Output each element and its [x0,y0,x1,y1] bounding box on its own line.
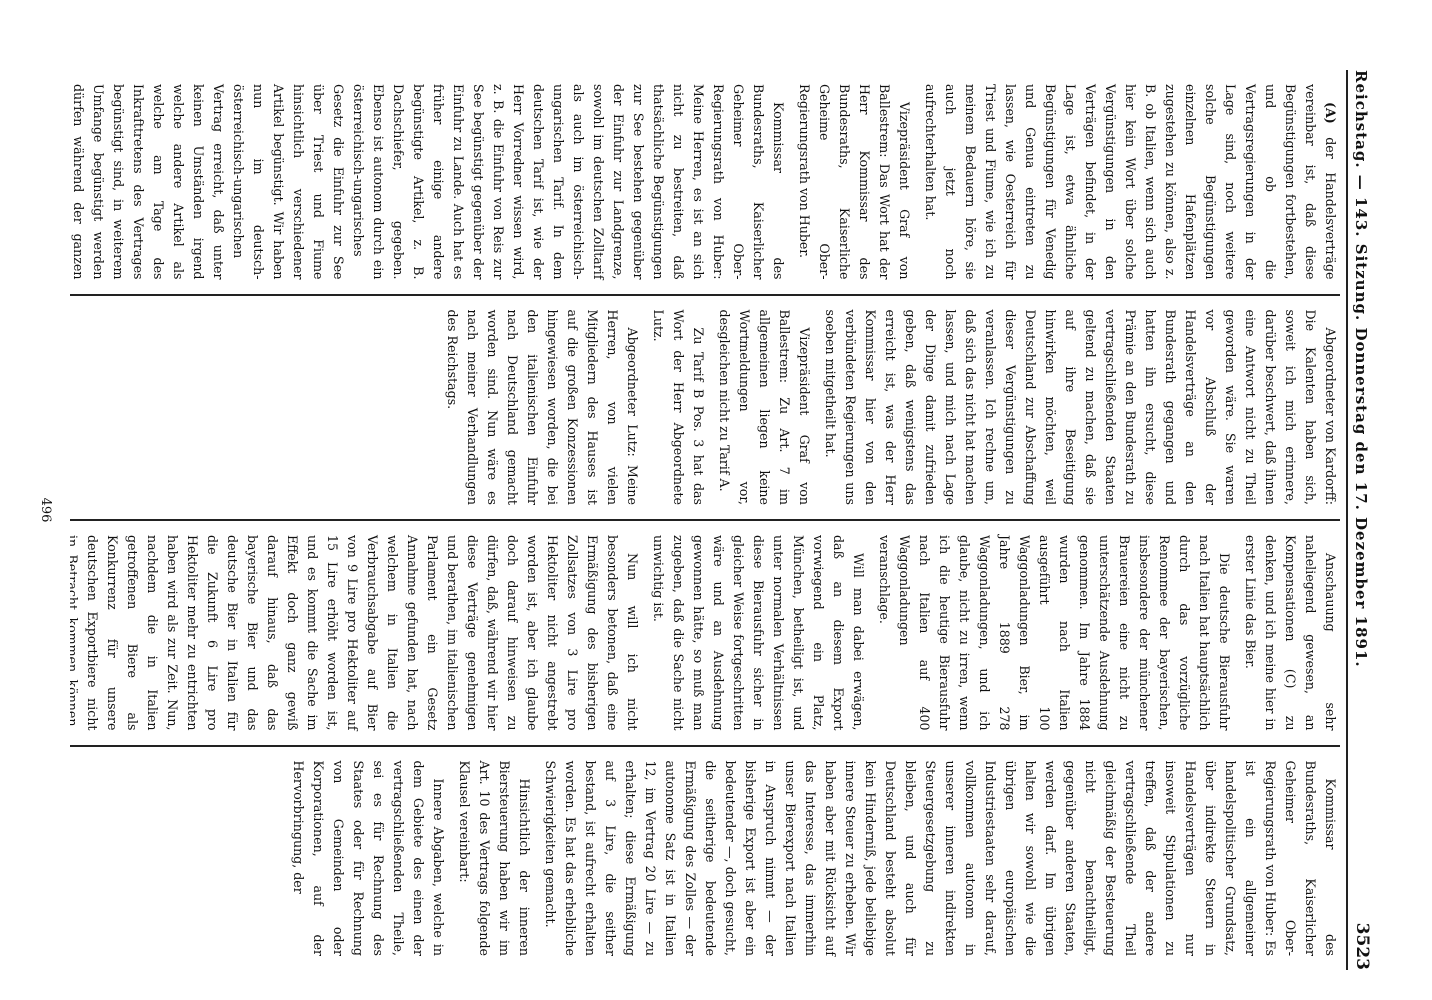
paragraph-text: Hinsichtlich der inneren Biersteuerung haben wir im Art. 10 des Vertrags folgende Klausel vereinbart: [457,760,532,956]
paragraph [70,84,788,280]
text-columns [70,70,1340,970]
paragraph-text: Kommissar des Bundesraths, Kaiserlicher Geheimer Ober-Regierungsrath von Huber: Meine Herren, es ist an sich nicht zu bestreiten, daß thatsächliche Begünstigungen zur See bestehen gegenüber der Einfuhr zur Landgrenze, sowohl im deutschen Zolltarif als auch im österreichisch-ungarischen Tarif. In dem deutschen Tarif ist, wie der Herr Vorredner wissen wird, z. B. die Einfuhr von Reis zur See begünstigt gegenüber der Einfuhr zu Lande. Auch hat es früher einige andere begünstigte Artikel, z. B. Dachschiefer, gegeben. Ebenso ist autonom durch ein österreichisch-ungarisches Gesetz die Einfuhr zur See über Triest und Fiume hinsichtlich verschiedener Artikel begünstigt. Wir haben nun im deutsch-österreichisch-ungarischen Vertrag erreicht, daß unter keinen Umständen irgend welche andere Artikel als welche am Tage des Inkrafttretens des Vertrages begünstigt sind, in weiterem Umfange begünstigt werden dürfen während der ganzen [71,84,786,280]
paragraph-text: der Handelsverträge vereinbar ist, daß diese Begünstigungen fortbestehen, und ob die Vertragsregierungen in der Lage sind, noch weitere solche Begünstigungen einzelnen Hafenplätzen zugestehen zu können, also z. B. ob Italien, wenn sich auch hier kein Wort über solche Vergünstigungen in den Verträgen befindet, in der Lage ist, etwa ähnliche Begünstigungen für Venedig und Genua eintreten zu lassen, wie Oesterreich für Triest und Fiume, wie ich zu meinem Bedauern höre, sie auch jetzt noch aufrechterhalten hat. [923,84,1338,280]
paragraph [920,84,1340,280]
paragraph [442,310,642,506]
paragraph [794,84,914,280]
paragraph [70,535,642,731]
running-title: Reichstag. — 143. Sitzung. Donnerstag den 17. Dezember 1891. [1352,70,1370,668]
paragraph-text: Vizepräsident Graf von Ballestrem: Zu Art. 7 im allgemeinen liegen keine Wortmeldungen vor, desgleichen nicht zu Tarif A. [717,309,812,505]
paragraph-text: Nun will ich nicht besonders betonen, daß eine Ermäßigung des bisherigen Zollsatzes von 3 Lire pro Hektoliter nicht angestrebt worden ist, aber ich glaube doch darauf hinweisen zu dürfen, daß, während wir hier diese Verträge genehmigen und berathen, im italienischen Parlament ein Gesetz Annahme gefunden hat, nach welchem in Italien die Verbrauchsabgabe auf Bier von 9 Lire pro Hektoliter auf 15 Lire erhöht worden ist, und es kommt die Sache im Effekt doch ganz gewiß darauf hinaus, daß das bayerische Bier und das deutsche Bier in Italien für die Zukunft 6 Lire pro Hektoliter mehr zu entrichten haben wird als zur Zeit. Nun, nachdem die in Italien getroffenen Biere als Konkurrenz für unsere deutschen Exportbiere nicht in Betracht kommen können, [70,535,640,731]
paragraph [1240,535,1340,731]
paragraph-text: Zu Tarif B Pos. 3 hat das Wort der Herr Abgeordnete Lutz. [651,309,706,505]
paragraph [874,535,1234,731]
paragraph-text: Die deutsche Bierausfuhr nach Italien hat hauptsächlich durch das vorzügliche Renommee der bayerischen, insbesondere der münchener Brauereien eine nicht zu unterschätzende Ausdehnung genommen. Im Jahre 1884 wurden nach Italien ausgeführt 100 Waggonladungen Bier, im Jahre 1889 278 Waggonladungen, und ich glaube, nicht zu irren, wenn ich die heutige Bierausfuhr nach Italien auf 400 Waggonladungen veranschlage. [877,535,1232,731]
column-4 [70,745,1340,971]
paragraph [454,761,534,957]
paragraph-text: Abgeordneter Lutz: Meine Herren, von vielen Mitgliedern des Hauses ist auf die großen Konzessionen hingewiesen worden, die bei den italienischen Einfuhr nach Deutschland gemacht worden sind. Nun wäre es nach meiner Verhandlungen des Reichstags. [445,309,640,505]
paragraph-text: Kommissar des Bundesraths, Kaiserlicher Geheimer Ober-Regierungsrath von Huber: Es ist ein allgemeiner handelspolitischer Grundsatz, über indirekte Steuern in Handelsverträgen nur insoweit Stipulationen zu treffen, daß der andere vertragschließende Theil gleichmäßig der Besteuerung nicht benachtheiligt, gegenüber anderen Staaten, werden darf. Im übrigen halten wir sowohl wie die übrigen europäischen Industriestaaten sehr darauf, vollkommen autonom in unserer inneren indirekten Steuergesetzgebung zu bleiben, und auch für Deutschland besteht absolut kein Hinderniß, jede beliebige innere Steuer zu erheben. Wir haben aber mit Rücksicht auf das Interesse, das immerhin unser Bierexport nach Italien in Anspruch nimmt — der bisherige Export ist aber ein bedeutender —, doch gesucht, die seitherige bedeutende Ermäßigung des Zolles — der autonome Satz ist in Italien 12, im Vertrag 20 Lire — zu erhalten; diese Ermäßigung auf 3 Lire, die seither bestand, ist aufrecht erhalten worden. Es hat das erhebliche Schwierigkeiten gemacht. [543,760,1338,956]
column-3 [70,519,1340,745]
paragraph [714,310,814,506]
paragraph [648,310,708,506]
paragraph-text: Innere Abgaben, welche in dem Gebiete des einen der vertragschließenden Theile, sei es für Rechnung des Staates oder für Rechnung von Gemeinden oder Korporationen, auf der Hervorbringung, der [291,760,446,956]
header-page-number: 3523 [1352,922,1372,970]
page-header [1346,70,1402,970]
column-1 [70,70,1340,294]
footer-page-number: 496 [38,497,53,523]
paragraph-text: Anschauung sehr naheliegend gewesen, an Kompensationen (C) zu denken, und ich meine hier in erster Linie das Bier. [1243,535,1338,731]
margin-marker: (A) [1323,102,1338,124]
paragraph [540,761,1340,957]
paragraph [820,310,1340,506]
paragraph [648,535,868,731]
paragraph-text: Abgeordneter von Kardorff: Die Kalenten haben sich, soweit ich mich erinnere, darüber beschwert, daß ihnen eine Antwort nicht zu Theil geworden wäre. Sie waren vor Abschluß der Handelsverträge an den Bundesrath gegangen und hatten ihn ersucht, diese Prämie an den Bundesrath zu vertragschließenden Staaten geltend zu machen, daß sie auf ihre Beseitigung hinwirken möchten, weil Deutschland zur Abschaffung dieser Vergünstigungen zu veranlassen. Ich rechne um, daß sich das nicht hat machen lassen, und mich nach Lage der Dinge damit zufrieden geben, daß wenigstens das erreicht ist, was der Herr Kommissar hier von den verbündeten Regierungen uns soeben mitgetheilt hat. [823,309,1338,505]
paragraph [288,761,448,957]
paragraph-text: Will man dabei erwägen, daß an diesem Export vorwiegend ein Platz, München, betheiligt ist, und unter normalen Verhältnissen diese Bierausfuhr sicher in gleicher Weise fortgeschritten wäre und an Ausdehnung gewonnen hätte, so muß man zugeben, daß die Sache nicht unwichtig ist. [651,535,866,731]
paragraph-text: Vizepräsident Graf von Ballestrem: Das Wort hat der Herr Kommissar des Bundesraths, Kaiserliche Geheime Ober-Regierungsrath von Huber. [797,84,912,280]
column-2 [70,294,1340,520]
